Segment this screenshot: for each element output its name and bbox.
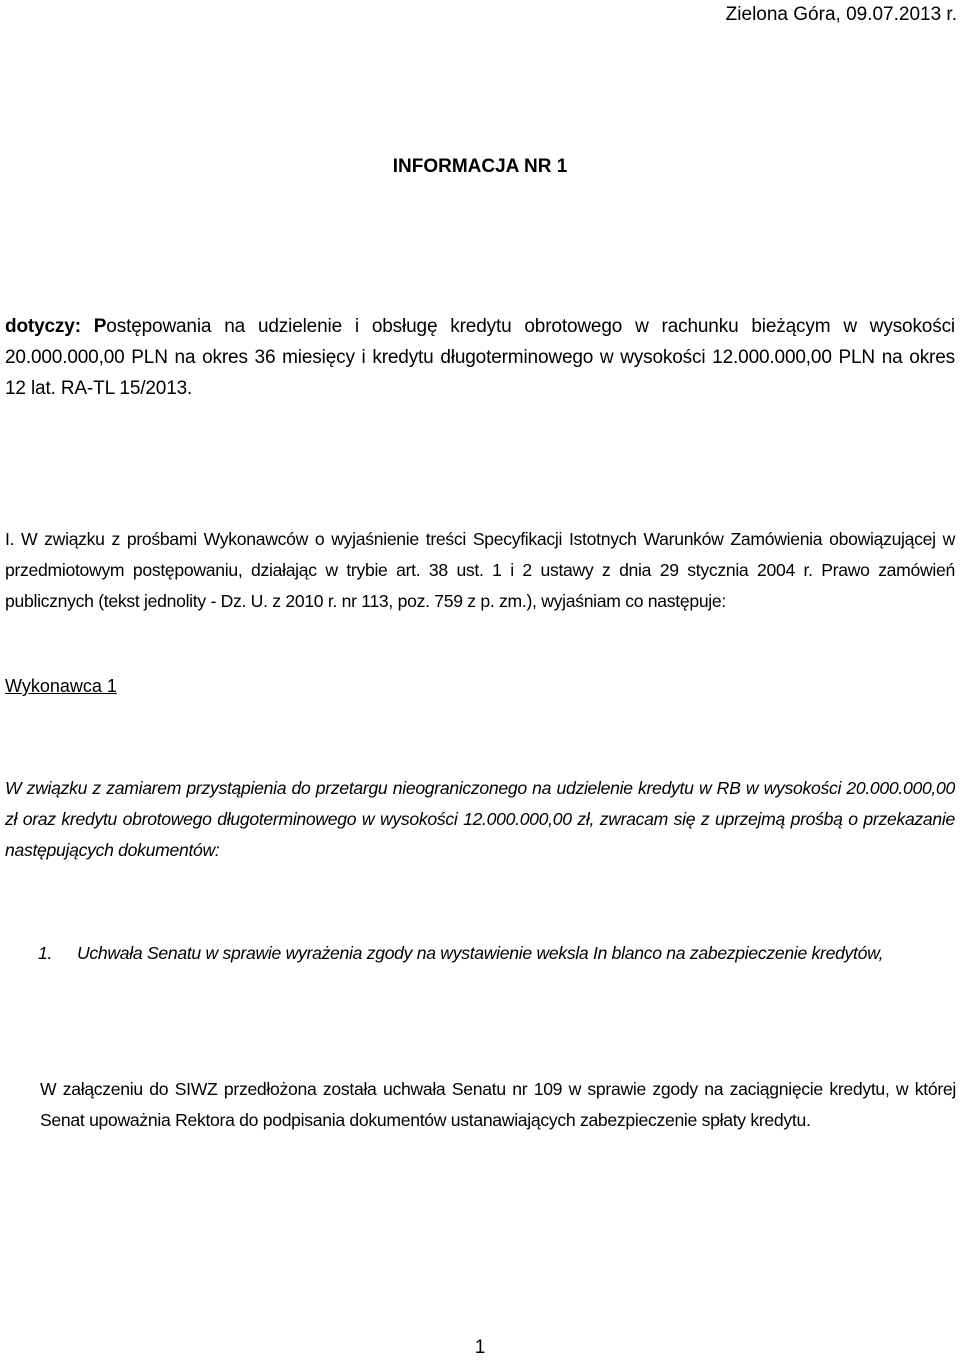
page-number: 1 — [474, 1337, 486, 1358]
subject-label: dotyczy: — [5, 316, 94, 337]
list-item — [38, 938, 956, 969]
subject-paragraph — [5, 311, 955, 404]
answer-paragraph: W załączeniu do SIWZ przedłożona została uchwała Senatu nr 109 w sprawie zgody na zaciągnięcie kredytu, w której Senat upoważnia Rektora do podpisania dokumentów ustanawiających zabezpieczenie spłaty kredytu. — [40, 1079, 956, 1130]
subject-first-letter: P — [93, 316, 107, 337]
document-title: INFORMACJA NR 1 — [392, 156, 568, 177]
list-item-number: 1. — [38, 943, 53, 963]
subject-text: ostępowania na udzielenie i obsługę kredytu obrotowego w rachunku bieżącym w wysokości 20.000.000,00 PLN na okres 36 miesięcy i kredytu długoterminowego w wysokości 12.000.000,00 PLN na okres 12 lat. RA-TL 15/2013. — [5, 316, 955, 399]
list-item-text: Uchwała Senatu w sprawie wyrażenia zgody na wystawienie weksla In blanco na zabezpieczenie kredytów, — [77, 943, 884, 963]
request-paragraph: W związku z zamiarem przystąpienia do przetargu nieograniczonego na udzielenie kredytu w RB w wysokości 20.000.000,00 zł oraz kredytu obrotowego długoterminowego w wysokości 12.000.000,00 zł, zwracam się z uprzejmą prośbą o przekazanie następujących dokumentów: — [5, 778, 955, 860]
contractor-heading: Wykonawca 1 — [5, 676, 117, 696]
document-date: Zielona Góra, 09.07.2013 r. — [725, 4, 957, 25]
intro-paragraph: I. W związku z prośbami Wykonawców o wyjaśnienie treści Specyfikacji Istotnych Warunków Zamówienia obowiązującej w przedmiotowym postępowaniu, działając w trybie art. 38 ust. 1 i 2 ustawy z dnia 29 stycznia 2004 r. Prawo zamówień publicznych (tekst jednolity - Dz. U. z 2010 r. nr 113, poz. 759 z p. zm.), wyjaśniam co następuje: — [5, 529, 955, 611]
